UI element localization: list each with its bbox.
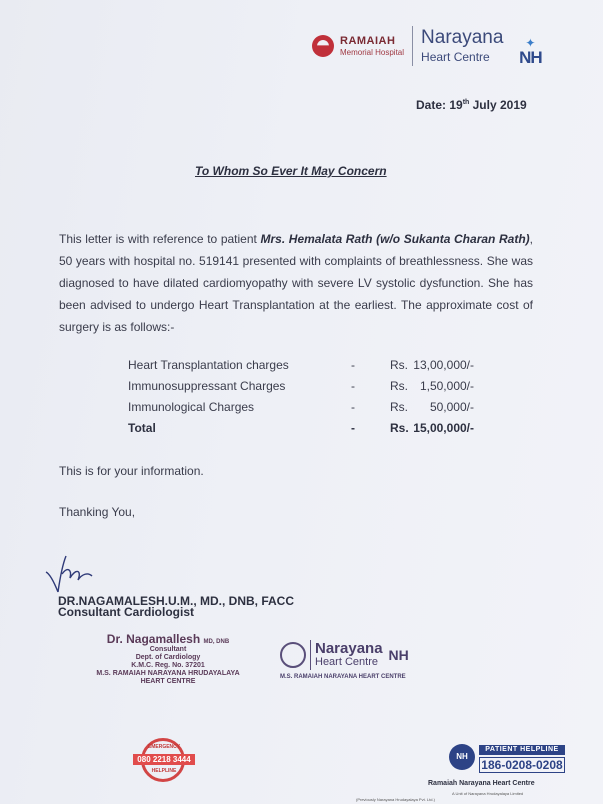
cost-label: Heart Transplantation charges: [128, 358, 289, 372]
stamp-hospital-foot: M.S. RAMAIAH NARAYANA HEART CENTRE: [280, 674, 406, 680]
stamp-line: M.S. RAMAIAH NARAYANA HRUDAYALAYA: [96, 670, 240, 677]
date-suffix: th: [462, 99, 470, 106]
nh-logo-text: NH: [519, 48, 542, 67]
doctor-stamp: [78, 632, 258, 686]
body-intro: This letter is with reference to patient: [59, 232, 261, 246]
narayana-name: Narayana: [421, 27, 504, 49]
cost-currency: Rs.: [390, 421, 409, 435]
patient-name: Mrs. Hemalata Rath (w/o Sukanta Charan Rath): [260, 232, 530, 246]
emergency-badge: [133, 738, 195, 782]
ramaiah-sub: Memorial Hospital: [340, 47, 405, 57]
star-icon: ✦: [525, 36, 536, 50]
ramaiah-brand: [340, 36, 404, 57]
date-label: Date: 19: [416, 98, 463, 112]
letter-subject: To Whom So Ever It May Concern: [195, 164, 387, 178]
cost-amount: 15,00,000/-: [413, 421, 474, 435]
footer-hospital-name: Ramaiah Narayana Heart Centre: [428, 780, 535, 787]
letterhead: [312, 22, 584, 70]
stamp-line: Dept. of Cardiology: [135, 654, 201, 661]
cost-total-row: [128, 421, 488, 442]
cost-label: Total: [128, 421, 156, 435]
footer-previous: (Previously Narayana Hrudayalaya Pvt. Ltd.): [356, 797, 435, 802]
stamp-doctor-name: Dr. Nagamallesh: [106, 632, 201, 646]
emergency-top: EMERGENCY: [147, 744, 181, 750]
cost-row: [128, 400, 488, 421]
signatory-title: Consultant Cardiologist: [58, 605, 194, 619]
nh-logo-icon: [515, 26, 545, 66]
stamp-doctor-quals: MD, DNB: [203, 639, 230, 645]
emergency-number: 080 2218 3444: [133, 754, 195, 765]
cost-row: [128, 379, 488, 400]
stamp-nh-logo: NH: [388, 647, 409, 663]
cost-currency: Rs.: [390, 400, 408, 414]
cost-amount: 50,000/-: [429, 400, 474, 414]
body-details: , 50 years with hospital no. 519141 presented with complaints of breathlessness. She was diagnosed to have dilated cardiomyopathy with severe LV systolic dysfunction. She has been advised to undergo Heart Transplantation at the earliest. The approximate cost of surgery is as follows:-: [59, 232, 533, 334]
letter-body: [59, 228, 533, 338]
cost-amount: 13,00,000/-: [413, 358, 474, 372]
ramaiah-name: RAMAIAH: [340, 34, 396, 47]
emergency-bottom: HELPLINE: [151, 768, 177, 774]
stamp-line: K.M.C. Reg. No. 37201: [131, 662, 205, 669]
letter-date: [416, 98, 527, 112]
narayana-brand: [421, 28, 503, 64]
info-line: This is for your information.: [59, 464, 204, 478]
narayana-sub: Heart Centre: [421, 50, 490, 65]
signatory-name: DR.NAGAMALESH.U.M., MD., DNB, FACC: [58, 594, 294, 608]
closing-line: Thanking You,: [59, 505, 136, 519]
hospital-stamp: [280, 640, 440, 680]
cost-table: [128, 358, 488, 442]
cost-label: Immunosuppressant Charges: [128, 379, 286, 393]
stamp-hospital-name: Narayana: [315, 640, 383, 658]
helpline-number: 186-0208-0208: [479, 757, 565, 773]
cost-currency: Rs.: [390, 379, 408, 393]
cost-dash: -: [351, 421, 355, 435]
date-rest: July 2019: [469, 98, 527, 112]
cost-dash: -: [351, 379, 355, 393]
cost-amount: 1,50,000/-: [419, 379, 474, 393]
cost-label: Immunological Charges: [128, 400, 255, 414]
cost-dash: -: [351, 400, 355, 414]
nh-badge-icon: NH: [449, 744, 475, 770]
ramaiah-logo-icon: [312, 35, 334, 57]
cost-dash: -: [351, 358, 355, 372]
cost-row: [128, 358, 488, 379]
footer-unit: A Unit of Narayana Hrudayalaya Limited: [452, 791, 524, 796]
stamp-divider: [310, 640, 311, 670]
stamp-line: HEART CENTRE: [140, 678, 196, 685]
heart-logo-icon: [280, 642, 306, 668]
stamp-line: Consultant: [149, 646, 187, 653]
stamp-hospital-sub: Heart Centre: [315, 656, 378, 669]
cost-currency: Rs.: [390, 358, 408, 372]
helpline-label: PATIENT HELPLINE: [479, 745, 565, 755]
header-divider: [412, 26, 413, 66]
